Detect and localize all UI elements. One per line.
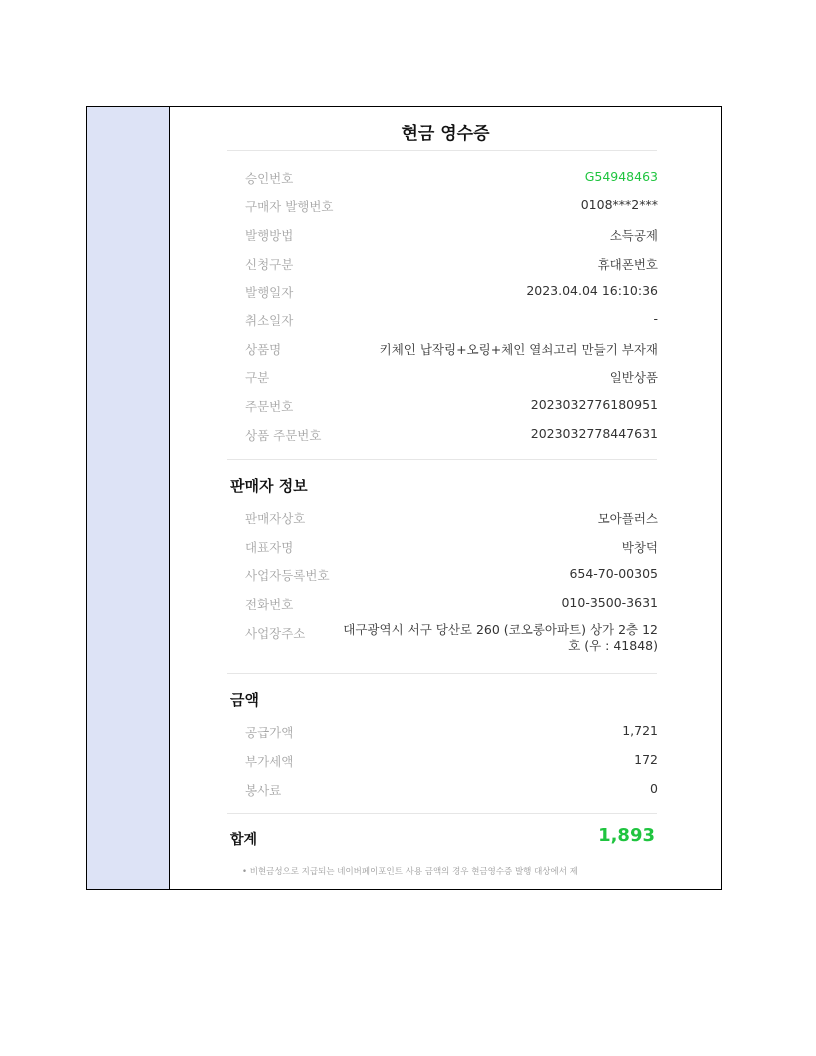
row-label: 구매자 발행번호 <box>245 199 334 214</box>
divider <box>227 813 657 814</box>
row-value: 일반상품 <box>609 370 658 385</box>
row-label: 사업자등록번호 <box>245 568 330 583</box>
divider <box>227 150 657 151</box>
vat-amount-row <box>245 752 658 772</box>
row-label: 신청구분 <box>245 257 294 272</box>
row-value: 휴대폰번호 <box>597 257 658 272</box>
issue-method-row <box>245 226 658 246</box>
product-name-row <box>245 340 658 360</box>
cancel-date-row <box>245 311 658 331</box>
row-label: 발행일자 <box>245 285 294 300</box>
row-value: 2023032778447631 <box>530 426 658 441</box>
row-label: 승인번호 <box>245 171 294 186</box>
row-value: - <box>653 311 658 326</box>
receipt-title: 현금 영수증 <box>401 124 490 144</box>
buyer-issue-number-row <box>245 197 658 217</box>
row-label: 전화번호 <box>245 597 294 612</box>
row-label: 발행방법 <box>245 228 294 243</box>
seller-section-title: 판매자 정보 <box>230 477 308 495</box>
divider <box>227 673 657 674</box>
request-type-row <box>245 255 658 275</box>
supply-amount-row <box>245 723 658 743</box>
row-label: 대표자명 <box>245 540 294 555</box>
seller-name-row <box>245 509 658 529</box>
representative-row <box>245 538 658 558</box>
issue-date-row <box>245 283 658 303</box>
row-label: 사업장주소 <box>245 626 306 641</box>
row-value: 654-70-00305 <box>569 566 658 581</box>
row-label: 부가세액 <box>245 754 294 769</box>
approval-number-row <box>245 169 658 189</box>
row-label: 상품명 <box>245 342 282 357</box>
amount-section-title: 금액 <box>230 691 259 709</box>
row-value: 키체인 납작링+오링+체인 열쇠고리 만들기 부자재 <box>379 342 658 357</box>
order-number-row <box>245 397 658 417</box>
row-value: 172 <box>634 752 658 767</box>
row-value: 2023.04.04 16:10:36 <box>526 283 658 298</box>
divider <box>227 459 657 460</box>
row-value: 모아플러스 <box>597 511 658 526</box>
row-label: 봉사료 <box>245 783 282 798</box>
row-value: 대구광역시 서구 당산로 260 (코오롱아파트) 상가 2층 12호 (우 : 41848) <box>343 622 658 653</box>
row-value: 0 <box>650 781 658 796</box>
phone-number-row <box>245 595 658 615</box>
business-address-row <box>245 624 658 658</box>
row-label: 주문번호 <box>245 399 294 414</box>
business-number-row <box>245 566 658 586</box>
category-row <box>245 368 658 388</box>
row-value: 2023032776180951 <box>530 397 658 412</box>
row-label: 상품 주문번호 <box>245 428 322 443</box>
service-charge-row <box>245 781 658 801</box>
approval-number: G54948463 <box>584 169 658 184</box>
row-value: 1,721 <box>622 723 658 738</box>
product-order-number-row <box>245 426 658 446</box>
total-amount: 1,893 <box>598 825 655 846</box>
footnote: • 비현금성으로 지급되는 네이버페이포인트 사용 금액의 경우 현금영수증 발행 대상에서 제 <box>242 867 578 877</box>
receipt-frame <box>86 106 722 890</box>
left-sidebar-column <box>87 107 170 889</box>
row-label: 공급가액 <box>245 725 294 740</box>
total-label: 합계 <box>230 832 258 848</box>
row-label: 구분 <box>245 370 270 385</box>
row-label: 취소일자 <box>245 313 294 328</box>
row-value: 박창덕 <box>621 540 658 555</box>
row-value: 010-3500-3631 <box>561 595 658 610</box>
row-value: 0108***2*** <box>580 197 658 212</box>
receipt-content <box>170 107 721 889</box>
row-label: 판매자상호 <box>245 511 306 526</box>
row-value: 소득공제 <box>609 228 658 243</box>
